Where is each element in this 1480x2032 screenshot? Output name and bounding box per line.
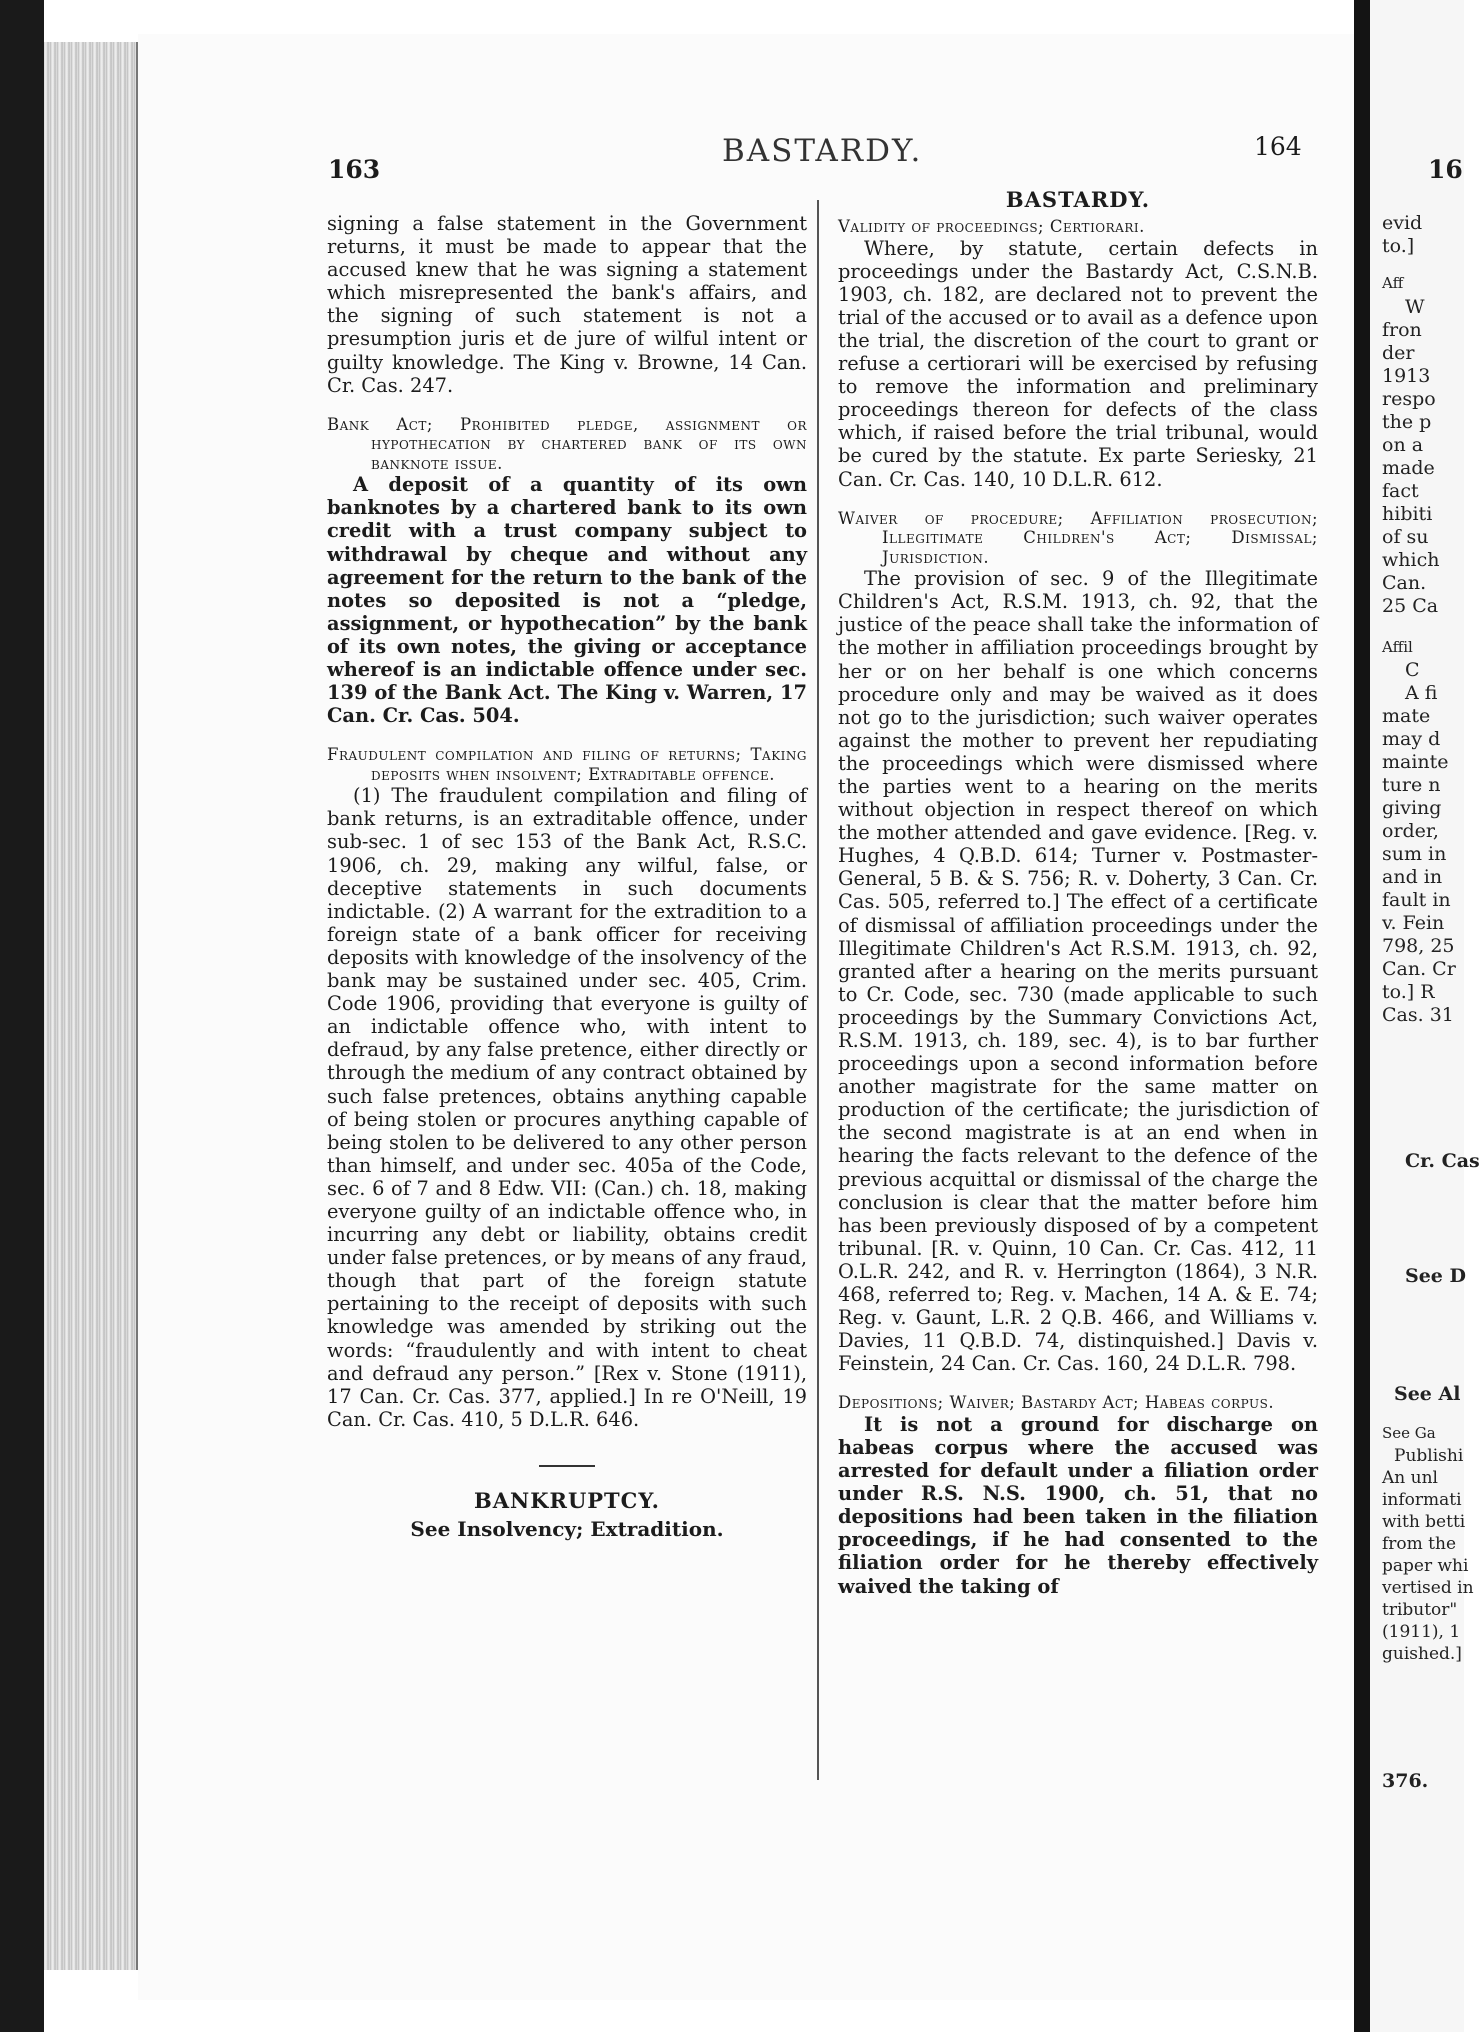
right-column <box>838 188 1318 1598</box>
fragment-line: to.] <box>1382 235 1415 257</box>
fragment-line: der <box>1382 342 1415 364</box>
page-gutter <box>1354 0 1370 2032</box>
column-rule <box>817 200 819 1780</box>
fragment-line: paper whi <box>1382 1556 1469 1576</box>
fragment-line: and in <box>1382 866 1443 888</box>
fragment-line: 1913 <box>1382 365 1431 387</box>
fragment-line: giving <box>1382 797 1442 819</box>
fragment-line: hibiti <box>1382 503 1433 525</box>
right-page-number: 164 <box>1254 132 1302 161</box>
heading-waiver-procedure: Waiver of procedure; Affiliation prosecution; Illegitimate Children's Act; Dismissal; Jurisdiction. <box>838 508 1318 567</box>
fragment-line: order, <box>1382 820 1439 842</box>
fragment-line: which <box>1382 549 1440 571</box>
paragraph-seriesky: Where, by statute, certain defects in proceedings under the Bastardy Act, C.S.N.B. 1903, ch. 182, are declared not to prevent the trial of the accused or to avail as a defence upon the trial, the discretion of the court to grant or refuse a certiorari will be exercised by refusing to remove the information and preliminary proceedings thereon for defects of the class which, if raised before the trial tribunal, would be cured by the statute. Ex parte Seriesky, 21 Can. Cr. Cas. 140, 10 D.L.R. 612. <box>838 236 1318 491</box>
fragment-line: may d <box>1382 728 1441 750</box>
left-page-number: 163 <box>328 155 381 184</box>
section-divider <box>539 1465 595 1467</box>
fragment-line: with betti <box>1382 1512 1466 1532</box>
paragraph-warren: A deposit of a quantity of its own banknotes by a chartered bank to its own credit with a trust company subject to withdrawal by cheque and without any agreement for the return to the bank of the notes so deposited is not a “pledge, assignment, or hypothecation” by the bank of its own notes, the giving or acceptance whereof is an indictable offence under sec. 139 of the Bank Act. The King v. Warren, 17 Can. Cr. Cas. 504. <box>327 473 807 728</box>
fragment-line: An unl <box>1382 1468 1438 1488</box>
fragment-line: Cr. Cas <box>1405 1150 1480 1172</box>
fragment-line: fault in <box>1382 889 1451 911</box>
fragment-line: mainte <box>1382 751 1449 773</box>
paragraph-oneill: (1) The fraudulent compilation and filing of bank returns, is an extraditable offence, under sub-sec. 1 of sec 153 of the Bank Act, R.S.C. 1906, ch. 29, making any wilful, false, or deceptive statements in such documents indictable. (2) A warrant for the extradition to a foreign state of a bank officer for receiving deposits with knowledge of the insolvency of the bank may be sustained under sec. 405, Crim. Code 1906, providing that everyone is guilty of an indictable offence who, with intent to defraud, by any false pretence, either directly or through the medium of any contract obtained by such false pretences, obtains anything capable of being stolen or procures anything capable of being stolen to be delivered to any other person than himself, and under sec. 405a of the Code, sec. 6 of 7 and 8 Edw. VII: (Can.) ch. 18, making everyone guilty of an indictable offence who, in incurring any debt or liability, obtains credit under false pretences, or by means of any fraud, though that part of the foreign statute pertaining to the receipt of deposits with such knowledge was amended by striking out the words: “fraudulently and with intent to cheat and defraud any person.” [Rex v. Stone (1911), 17 Can. Cr. Cas. 377, applied.] In re O'Neill, 19 Can. Cr. Cas. 410, 5 D.L.R. 646. <box>327 784 807 1431</box>
fragment-line: respo <box>1382 388 1436 410</box>
heading-validity: Validity of proceedings; Certiorari. <box>838 217 1145 237</box>
fragment-line: of su <box>1382 526 1429 548</box>
fragment-line: 25 Ca <box>1382 595 1439 617</box>
fragment-line: to.] R <box>1382 981 1435 1003</box>
left-column <box>327 212 807 1541</box>
heading-bastardy: BASTARDY. <box>1005 187 1151 212</box>
paragraph-browne: signing a false statement in the Government returns, it must be made to appear that the accused knew that he was signing a statement which misrepresented the bank's affairs, and the signing of such statement is not a presumption juris et de jure of wilful intent or guilty knowledge. The King v. Browne, 14 Can. Cr. Cas. 247. <box>327 212 807 397</box>
fragment-line: tributor" <box>1382 1600 1458 1620</box>
paragraph-habeas-corpus: It is not a ground for discharge on habeas corpus where the accused was arrested for default under a filiation order under R.S. N.S. 1900, ch. 51, that no depositions had been taken in the filiation proceedings, if he had consented to the filiation order for he thereby effectively waived the taking of <box>838 1412 1318 1598</box>
fragment-line: made <box>1382 457 1435 479</box>
fragment-line: evid <box>1382 212 1423 234</box>
heading-bank-act: Bank Act; Prohibited pledge, assignment or hypothecation by chartered bank of its own banknote issue. <box>327 414 807 473</box>
fragment-line: mate <box>1382 705 1431 727</box>
fragment-line: Cas. 31 <box>1382 1004 1454 1026</box>
fragment-line: fact <box>1382 480 1419 502</box>
fragment-line: See Al <box>1394 1383 1461 1405</box>
fragment-line: C <box>1405 659 1420 681</box>
heading-fraudulent-returns: Fraudulent compilation and filing of returns; Taking deposits when insolvent; Extraditable offence. <box>327 745 807 784</box>
fragment-line: Aff <box>1382 274 1404 292</box>
fragment-line: Affil <box>1382 638 1413 656</box>
fragment-line: sum in <box>1382 843 1447 865</box>
fragment-line: v. Fein <box>1382 912 1445 934</box>
fragment-line: ture n <box>1382 774 1441 796</box>
fragment-line: informati <box>1382 1490 1462 1510</box>
fragment-line: See Ga <box>1382 1424 1436 1442</box>
fragment-line: the p <box>1382 411 1432 433</box>
page-edges <box>44 42 138 1970</box>
fragment-line: fron <box>1382 319 1422 341</box>
fragment-line: from the <box>1382 1534 1457 1554</box>
running-title: BASTARDY. <box>722 133 923 169</box>
see-also-bankruptcy: See Insolvency; Extradition. <box>410 1517 724 1541</box>
fragment-line: 798, 25 <box>1382 935 1455 957</box>
fragment-line: (1911), 1 <box>1382 1622 1461 1642</box>
heading-depositions: Depositions; Waiver; Bastardy Act; Habeas corpus. <box>838 1393 1275 1413</box>
fragment-line: vertised in <box>1382 1578 1474 1598</box>
fragment-line: on a <box>1382 434 1424 456</box>
heading-bankruptcy: BANKRUPTCY. <box>474 1487 660 1513</box>
fragment-line: Publishi <box>1394 1446 1464 1466</box>
fragment-line: guished.] <box>1382 1644 1462 1664</box>
fragment-line: Can. <box>1382 572 1427 594</box>
fragment-line: 376. <box>1382 1770 1429 1792</box>
fragment-line: A fi <box>1405 682 1438 704</box>
fragment-line: W <box>1405 296 1425 318</box>
next-page-number: 16 <box>1428 155 1463 184</box>
fragment-line: See D <box>1405 1265 1466 1287</box>
book-spine-shadow <box>0 0 44 2032</box>
fragment-line: Can. Cr <box>1382 958 1456 980</box>
paragraph-davis-feinstein: The provision of sec. 9 of the Illegitimate Children's Act, R.S.M. 1913, ch. 92, that the justice of the peace shall take the information of the mother in affiliation proceedings brought by her or on her behalf is one which concerns procedure only and may be waived as it does not go to the jurisdiction; such waiver operates against the mother to prevent her repudiating the proceedings which were dismissed where the parties went to a hearing on the merits without objection in respect thereof on which the mother attended and gave evidence. [Reg. v. Hughes, 4 Q.B.D. 614; Turner v. Postmaster-General, 5 B. & S. 756; R. v. Doherty, 3 Can. Cr. Cas. 505, referred to.] The effect of a certificate of dismissal of affiliation proceedings under the Illegitimate Children's Act R.S.M. 1913, ch. 92, granted after a hearing on the merits pursuant to Cr. Code, sec. 730 (made applicable to such proceedings by the Summary Convictions Act, R.S.M. 1913, ch. 189, sec. 4), is to bar further proceedings upon a second information before another magistrate for the same matter on production of the certificate; the jurisdiction of the second magistrate is at an end when in hearing the facts relevant to the defence of the previous acquittal or dismissal of the charge the conclusion is clear that the matter before him has been previously disposed of by a competent tribunal. [R. v. Quinn, 10 Can. Cr. Cas. 412, 11 O.L.R. 242, and R. v. Herrington (1864), 3 N.R. 468, referred to; Reg. v. Machen, 14 A. & E. 74; Reg. v. Gaunt, L.R. 2 Q.B. 466, and Williams v. Davies, 11 Q.B.D. 74, distinquished.] Davis v. Feinstein, 24 Can. Cr. Cas. 160, 24 D.L.R. 798. <box>838 567 1318 1376</box>
